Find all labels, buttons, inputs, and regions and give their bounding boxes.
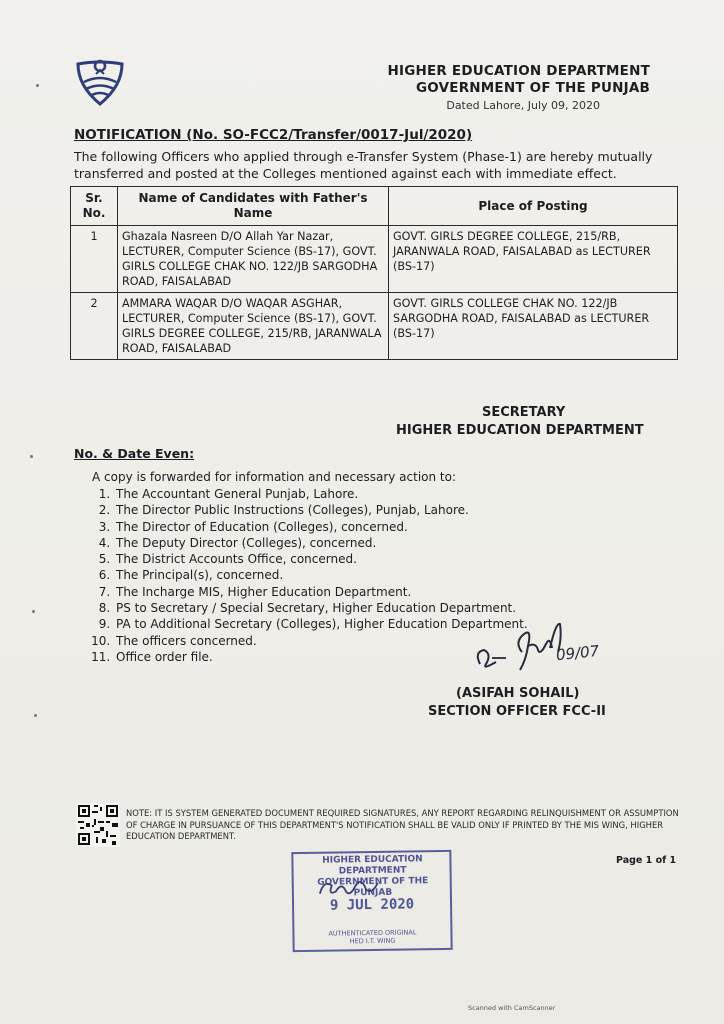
table-row [71, 293, 678, 360]
header-posting: Place of Posting [389, 187, 678, 226]
row-sr: 2 [71, 293, 118, 360]
notification-title: NOTIFICATION (No. SO-FCC2/Transfer/0017-Jul/2020) [74, 127, 473, 143]
stamp-line-authenticated: AUTHENTICATED ORIGINAL [328, 928, 417, 938]
row-posting: GOVT. GIRLS COLLEGE CHAK NO. 122/JB SARGODHA ROAD, FAISALABAD as LECTURER (BS-17) [389, 293, 678, 360]
row-sr: 1 [71, 226, 118, 293]
row-candidate: Ghazala Nasreen D/O Allah Yar Nazar, LECTURER, Computer Science (BS-17), GOVT. GIRLS COLLEGE CHAK NO. 122/JB SARGODHA ROAD, FAISALABAD [118, 226, 389, 293]
list-item: 8. PS to Secretary / Special Secretary, Higher Education Department. [114, 600, 574, 616]
table-row [71, 226, 678, 293]
list-item: 5. The District Accounts Office, concerned. [114, 551, 574, 567]
handwritten-date: 09/07 [555, 641, 601, 665]
stamp-date: 9 JUL 2020 [329, 896, 415, 914]
secretary-department: HIGHER EDUCATION DEPARTMENT [396, 423, 644, 438]
scan-speck [36, 84, 39, 87]
list-item: 6. The Principal(s), concerned. [114, 567, 574, 583]
header-government: GOVERNMENT OF THE PUNJAB [416, 80, 650, 96]
list-item: 11. Office order file. [114, 649, 574, 665]
dated-line: Dated Lahore, July 09, 2020 [446, 99, 600, 112]
stamp-footer [294, 928, 450, 946]
secretary-title: SECRETARY [482, 405, 566, 420]
row-candidate: AMMARA WAQAR D/O WAQAR ASGHAR, LECTURER, Computer Science (BS-17), GOVT. GIRLS DEGREE COLLEGE, 215/RB, JARANWALA ROAD, FAISALABAD [118, 293, 389, 360]
header-department: HIGHER EDUCATION DEPARTMENT [387, 63, 650, 79]
postings-table [70, 186, 678, 360]
copy-heading: No. & Date Even: [74, 446, 195, 461]
row-posting: GOVT. GIRLS DEGREE COLLEGE, 215/RB, JARANWALA ROAD, FAISALABAD as LECTURER (BS-17) [389, 226, 678, 293]
notification-intro: The following Officers who applied through e-Transfer System (Phase-1) are hereby mutually transferred and posted at the Colleges mentioned against each with immediate effect. [74, 149, 653, 181]
stamp-line-department: HIGHER EDUCATION DEPARTMENT [322, 854, 423, 877]
list-item: 7. The Incharge MIS, Higher Education Department. [114, 584, 574, 600]
table-header-row [71, 187, 678, 226]
list-item: 3. The Director of Education (Colleges), concerned. [114, 519, 574, 535]
header-sr: Sr. No. [71, 187, 118, 226]
header-name: Name of Candidates with Father's Name [118, 187, 389, 226]
list-item: 4. The Deputy Director (Colleges), concerned. [114, 535, 574, 551]
copy-forwarded-line: A copy is forwarded for information and necessary action to: [92, 470, 457, 484]
scan-speck [34, 714, 37, 717]
stamp-line-wing: HED I.T. WING [349, 936, 396, 946]
list-item: 10. The officers concerned. [114, 633, 574, 649]
list-item: 1. The Accountant General Punjab, Lahore. [114, 486, 574, 502]
scan-speck [30, 455, 33, 458]
footer-note: NOTE: IT IS SYSTEM GENERATED DOCUMENT REQUIRED SIGNATURES, ANY REPORT REGARDING RELINQUISHMENT OR ASSUMPTION OF CHARGE IN PURSUANCE OF THIS DEPARTMENT'S NOTIFICATION SHALL BE VALID ONLY IF PRINTED BY THE MIS WING, HIGHER EDUCATION DEPARTMENT. [126, 808, 679, 841]
list-item: 9. PA to Additional Secretary (Colleges), Higher Education Department. [114, 616, 574, 632]
punjab-emblem-icon [74, 52, 126, 110]
signatory-designation: SECTION OFFICER FCC-II [428, 704, 606, 719]
list-item: 2. The Director Public Instructions (Colleges), Punjab, Lahore. [114, 502, 574, 518]
scan-speck [32, 610, 35, 613]
signatory-name: (ASIFAH SOHAIL) [456, 686, 580, 701]
stamp-line-government: GOVERNMENT OF THE PUNJAB [317, 876, 429, 899]
scanner-watermark: Scanned with CamScanner [468, 1004, 556, 1012]
authentication-stamp [291, 850, 452, 952]
qr-code-icon [76, 803, 120, 847]
page-indicator: Page 1 of 1 [616, 855, 677, 866]
